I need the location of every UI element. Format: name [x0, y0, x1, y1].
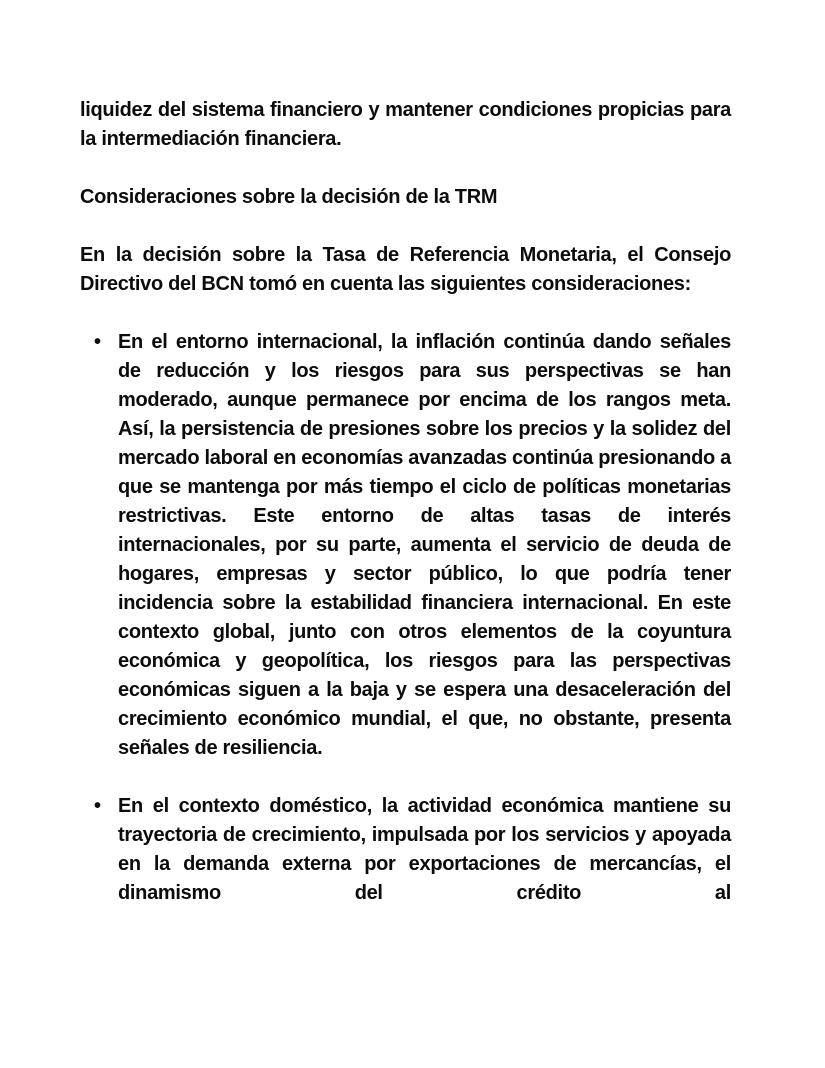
considerations-bullet-list	[80, 328, 731, 908]
bullet-marker: •	[94, 331, 102, 353]
list-item-domestic-context	[80, 792, 731, 908]
bullet-text: En el contexto doméstico, la actividad económica mantiene su trayectoria de crecimiento, impulsada por los servicios y apoyada en la demanda externa por exportaciones de mercancías, el dinamismo del crédito al	[118, 795, 731, 904]
section-heading-trm-decision: Consideraciones sobre la decisión de la TRM	[80, 186, 498, 208]
list-item-international-context	[80, 328, 731, 763]
bullet-text: En el entorno internacional, la inflación continúa dando señales de reducción y los riesgos para sus perspectivas se han moderado, aunque permanece por encima de los rangos meta. Así, la persistencia de presiones sobre los precios y la solidez del mercado laboral en economías avanzadas continúa presionando a que se mantenga por más tiempo el ciclo de políticas monetarias restrictivas. Este entorno de altas tasas de interés internacionales, por su parte, aumenta el servicio de deuda de hogares, empresas y sector público, lo que podría tener incidencia sobre la estabilidad financiera internacional. En este contexto global, junto con otros elementos de la coyuntura económica y geopolítica, los riesgos para las perspectivas económicas siguen a la baja y se espera una desaceleración del crecimiento económico mundial, el que, no obstante, presenta señales de resiliencia.	[118, 331, 731, 759]
lead-paragraph: En la decisión sobre la Tasa de Referencia Monetaria, el Consejo Directivo del BCN tomó en cuenta las siguientes consideraciones:	[80, 244, 731, 295]
bullet-marker: •	[94, 795, 102, 817]
intro-paragraph: liquidez del sistema financiero y mantener condiciones propicias para la intermediación financiera.	[80, 99, 731, 150]
